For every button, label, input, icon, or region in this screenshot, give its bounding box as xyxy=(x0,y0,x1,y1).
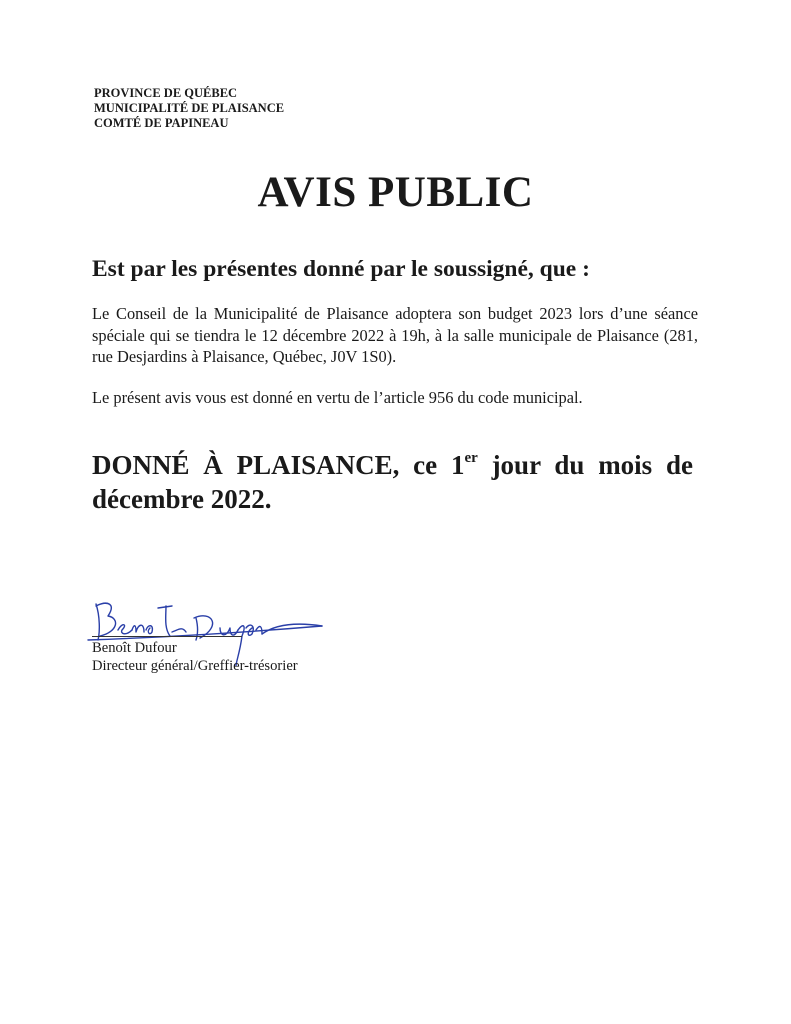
paragraph-legal-reference: Le présent avis vous est donné en vertu de l’article 956 du code municipal. xyxy=(92,388,583,407)
document-title: AVIS PUBLIC xyxy=(257,169,534,216)
header-province: PROVINCE DE QUÉBEC xyxy=(94,86,238,100)
given-statement xyxy=(92,448,693,516)
document-header xyxy=(94,86,284,131)
document-subtitle: Est par les présentes donné par le soussigné, que : xyxy=(92,256,590,282)
signer-title: Directeur général/Greffier-trésorier xyxy=(92,658,298,674)
paragraph-budget-meeting: Le Conseil de la Municipalité de Plaisance adoptera son budget 2023 lors d’une séance spéciale qui se tiendra le 12 décembre 2022 à 19h, à la salle municipale de Plaisance (281, rue Desjardins à Plaisance, Québec, J0V 1S0). xyxy=(92,304,698,366)
given-statement-start: DONNÉ À PLAISANCE, ce 1 xyxy=(92,450,465,480)
header-county: COMTÉ DE PAPINEAU xyxy=(94,116,229,130)
given-statement-superscript: er xyxy=(464,450,478,466)
signer-block xyxy=(92,639,298,675)
signer-name: Benoît Dufour xyxy=(92,640,177,656)
header-municipality: MUNICIPALITÉ DE PLAISANCE xyxy=(94,101,285,115)
signature-line xyxy=(92,636,242,637)
given-statement-end: jour du mois de décembre 2022. xyxy=(92,450,693,514)
